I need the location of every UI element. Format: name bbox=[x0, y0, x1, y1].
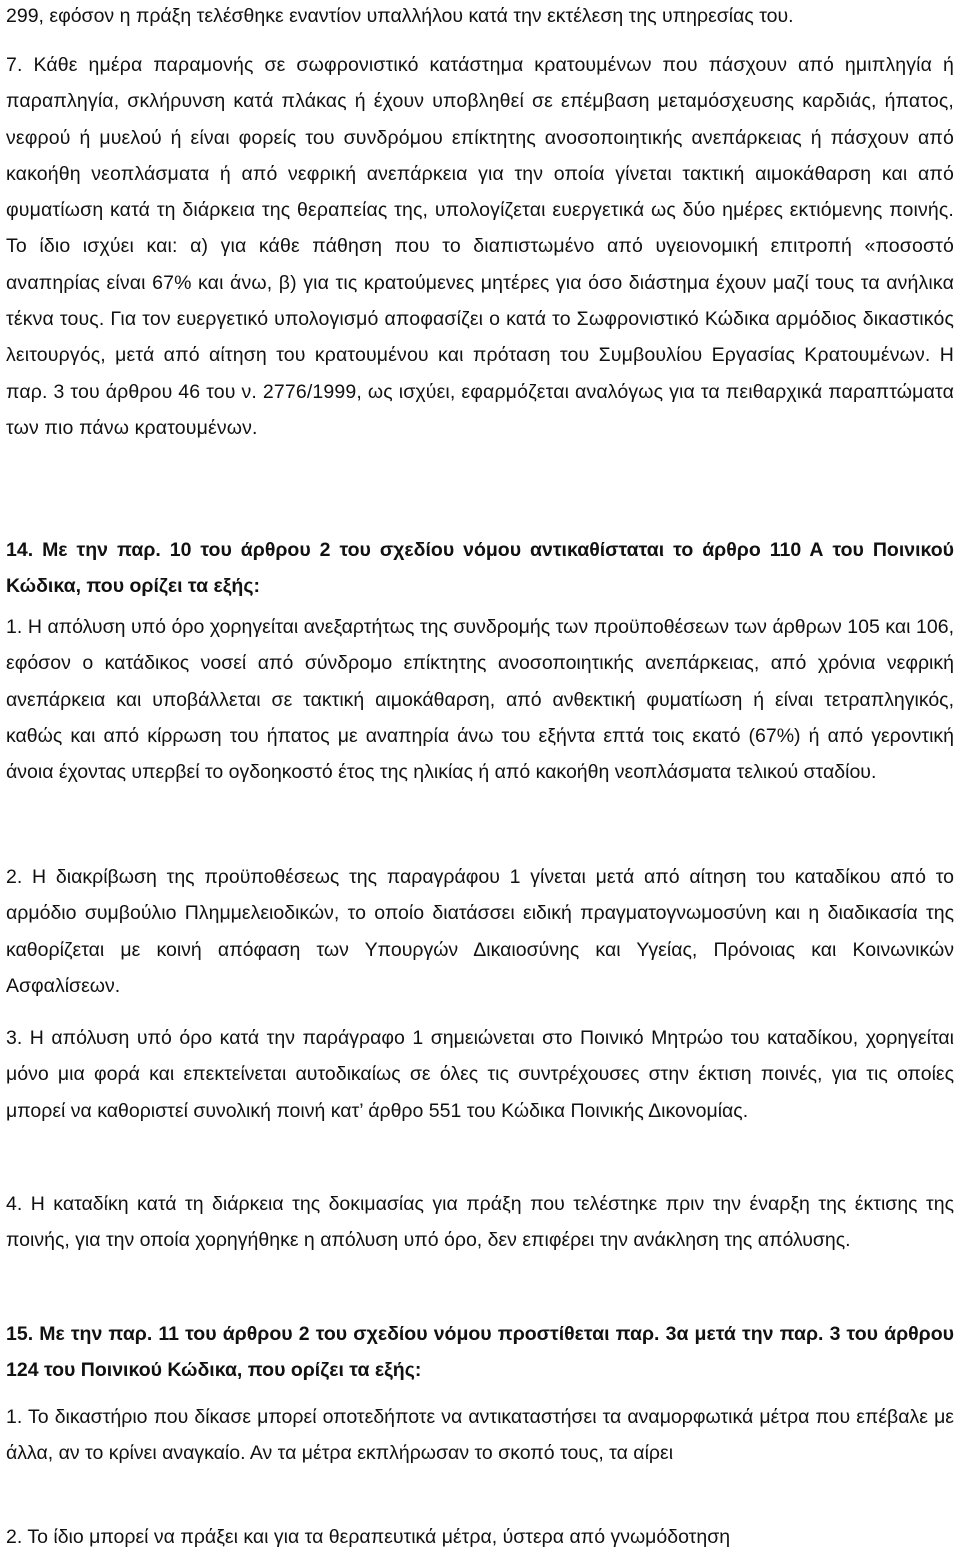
section-15-paragraph-2: 2. Το ίδιο μπορεί να πράξει και για τα θεραπευτικά μέτρα, ύστερα από γνωμόδοτηση bbox=[6, 1526, 731, 1548]
paragraph-7: 7. Κάθε ημέρα παραμονής σε σωφρονιστικό κατάστημα κρατουμένων που πάσχουν από ημιπληγία ή παραπληγία, σκλήρυνση κατά πλάκας ή έχουν υποβληθεί σε επέμβαση μεταμόσχευσης καρδιάς, ήπατος, νεφρού ή μυελού ή είναι φορείς του συνδρόμου επίκτητης ανοσοποιητικής ανεπάρκειας ή πάσχουν από κακοήθη νεοπλάσματα ή από νεφρική ανεπάρκεια για την οποία γίνεται τακτική αιμοκάθαρση και από φυματίωση κατά τη διάρκεια της θεραπείας της, υπολογίζεται ευεργετικά ως δύο ημέρες εκτιόμενης ποινής. Το ίδιο ισχύει και: α) για κάθε πάθηση που το διαπιστωμένο από υγειονομική επιτροπή «ποσοστό αναπηρίας είναι 67% και άνω, β) για τις κρατούμενες μητέρες για όσο διάστημα έχουν μαζί τους τα ανήλικα τέκνα τους. Για τον ευεργετικό υπολογισμό αποφασίζει ο κατά το Σωφρονιστικό Κώδικα αρμόδιος δικαστικός λειτουργός, μετά από αίτηση του κρατουμένου και πρόταση του Συμβουλίου Εργασίας Κρατουμένων. Η παρ. 3 του άρθρου 46 του ν. 2776/1999, ως ισχύει, εφαρμόζεται αναλόγως για τα πειθαρχικά παραπτώματα των πιο πάνω κρατουμένων. bbox=[6, 54, 954, 439]
continuation-line: 299, εφόσον η πράξη τελέσθηκε εναντίον υπαλλήλου κατά την εκτέλεση της υπηρεσίας του. bbox=[6, 5, 794, 27]
section-15-paragraph-1: 1. Το δικαστήριο που δίκασε μπορεί οποτεδήποτε να αντικαταστήσει τα αναμορφωτικά μέτρα που επέβαλε με άλλα, αν το κρίνει αναγκαίο. Αν τα μέτρα εκπλήρωσαν το σκοπό τους, τα αίρει bbox=[6, 1406, 954, 1465]
section-14-paragraph-2: 2. Η διακρίβωση της προϋποθέσεως της παραγράφου 1 γίνεται μετά από αίτηση του καταδίκου από το αρμόδιο συμβούλιο Πλημμελειοδικών, το οποίο διατάσσει ειδική πραγματογνωμοσύνη και η διαδικασία της καθορίζεται με κοινή απόφαση των Υπουργών Δικαιοσύνης και Υγείας, Πρόνοιας και Κοινωνικών Ασφαλίσεων. bbox=[6, 866, 954, 997]
section-14-paragraph-3: 3. Η απόλυση υπό όρο κατά την παράγραφο 1 σημειώνεται στο Ποινικό Μητρώο του καταδίκου, χορηγείται μόνο μια φορά και επεκτείνεται αυτοδικαίως σε όλες τις συντρέχουσες στην έκτιση ποινές, για τις οποίες μπορεί να καθοριστεί συνολική ποινή κατ’ άρθρο 551 του Κώδικα Ποινικής Δικονομίας. bbox=[6, 1027, 954, 1122]
section-14-paragraph-1: 1. Η απόλυση υπό όρο χορηγείται ανεξαρτήτως της συνδρομής των προϋποθέσεων των άρθρων 105 και 106, εφόσον ο κατάδικος νοσεί από σύνδρομο επίκτητης ανοσοποιητικής ανεπάρκειας, από χρόνια νεφρική ανεπάρκεια και υποβάλλεται σε τακτική αιμοκάθαρση, από ανθεκτική φυματίωση ή είναι τετραπληγικός, καθώς και από κίρρωση του ήπατος με αναπηρία άνω του εξήντα επτά τοις εκατό (67%) ή από γεροντική άνοια έχοντας υπερβεί το ογδοηκοστό έτος της ηλικίας ή από κακοήθη νεοπλάσματα τελικού σταδίου. bbox=[6, 616, 954, 784]
section-14-heading: 14. Με την παρ. 10 του άρθρου 2 του σχεδίου νόμου αντικαθίσταται το άρθρο 110 Α του Ποινικού Κώδικα, που ορίζει τα εξής: bbox=[6, 539, 954, 598]
section-15-heading: 15. Με την παρ. 11 του άρθρου 2 του σχεδίου νόμου προστίθεται παρ. 3α μετά την παρ. 3 του άρθρου 124 του Ποινικού Κώδικα, που ορίζει τα εξής: bbox=[6, 1323, 954, 1382]
section-14-paragraph-4: 4. Η καταδίκη κατά τη διάρκεια της δοκιμασίας για πράξη που τελέστηκε πριν την έναρξη της έκτισης της ποινής, για την οποία χορηγήθηκε η απόλυση υπό όρο, δεν επιφέρει την ανάκληση της απόλυσης. bbox=[6, 1193, 954, 1252]
